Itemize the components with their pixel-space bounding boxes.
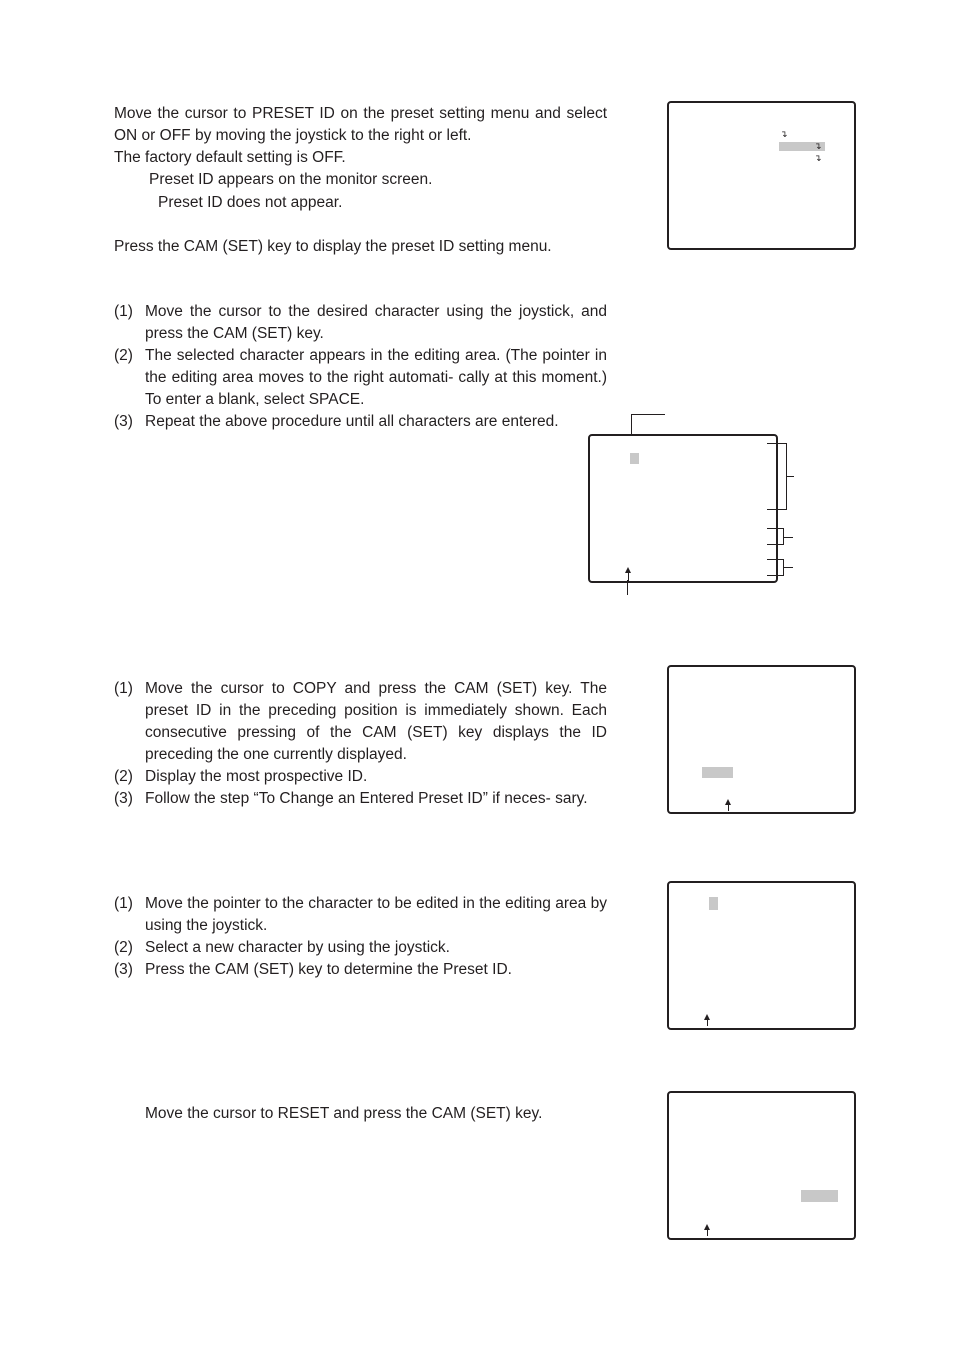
press-cam-set-instruction: Press the CAM (SET) key to display the preset ID setting menu. — [114, 238, 552, 255]
monitor-copy-menu — [667, 665, 856, 814]
step-number: (2) — [114, 347, 133, 364]
preset-id-off-description: Preset ID does not appear. — [158, 194, 343, 211]
step-text: Follow the step “To Change an Entered Preset ID” if neces- sary. — [145, 790, 588, 807]
bracket-reset-row — [767, 559, 783, 560]
bracket-tick — [783, 537, 793, 538]
enter-return-icon: ↴ — [814, 141, 822, 151]
step-number: (3) — [114, 790, 133, 807]
callout-line — [631, 414, 665, 415]
pointer-stem — [628, 572, 629, 582]
monitor-edit-menu — [667, 881, 856, 1030]
bracket-copy-row — [767, 544, 783, 545]
bracket-copy-row — [767, 528, 783, 529]
list-item — [114, 301, 607, 345]
list-item — [114, 678, 607, 766]
step-text: Move the cursor to COPY and press the CAM (SET) key. The preset ID in the preceding position is immediately shown. Each consecutive pressing of the CAM (SET) key displays the ID preceding the one currently displayed. — [145, 680, 607, 763]
step-text: The selected character appears in the editing area. (The pointer in the editing area moves to the right automati- cally at this moment.) To enter a blank, select SPACE. — [145, 347, 607, 408]
step-text: Repeat the above procedure until all characters are entered. — [145, 413, 559, 430]
bracket-character-area — [767, 443, 786, 444]
reset-instruction: Move the cursor to RESET and press the CAM (SET) key. — [145, 1105, 543, 1122]
preset-id-on-description: Preset ID appears on the monitor screen. — [149, 171, 433, 188]
monitor-reset-menu — [667, 1091, 856, 1240]
list-item — [114, 766, 607, 788]
step-number: (2) — [114, 939, 133, 956]
enter-return-icon: ↴ — [814, 153, 822, 163]
step-text: Press the CAM (SET) key to determine the Preset ID. — [145, 961, 512, 978]
list-item — [114, 788, 607, 810]
step-text: Select a new character by using the joystick. — [145, 939, 450, 956]
preset-id-intro: Move the cursor to PRESET ID on the preset setting menu and select ON or OFF by moving the joystick to the right or left. — [114, 105, 607, 144]
list-item — [114, 959, 607, 981]
step-number: (2) — [114, 768, 133, 785]
step-text: Move the pointer to the character to be edited in the editing area by using the joystick. — [145, 895, 607, 934]
list-item — [114, 411, 589, 433]
pointer-stem — [707, 1019, 708, 1026]
enter-preset-id-steps — [114, 301, 607, 433]
list-item — [114, 893, 607, 937]
list-item — [114, 937, 607, 959]
step-text: Move the cursor to the desired character using the joystick, and press the CAM (SET) key. — [145, 303, 607, 342]
enter-return-icon: ↴ — [780, 129, 788, 139]
step-number: (3) — [114, 413, 133, 430]
bracket-reset-row — [767, 575, 783, 576]
factory-default-note: The factory default setting is OFF. — [114, 149, 346, 166]
monitor-preset-setting-menu — [667, 101, 856, 250]
bracket-tick — [783, 567, 793, 568]
pointer-callout-line — [627, 580, 628, 595]
step-number: (1) — [114, 303, 133, 320]
edit-pointer-highlight — [709, 897, 718, 910]
step-number: (3) — [114, 961, 133, 978]
copy-preset-id-steps — [114, 678, 607, 810]
step-number: (1) — [114, 680, 133, 697]
step-number: (1) — [114, 895, 133, 912]
reset-cursor-highlight — [801, 1190, 838, 1202]
pointer-stem — [728, 804, 729, 811]
copy-cursor-highlight — [702, 767, 733, 778]
bracket-character-area — [767, 509, 786, 510]
list-item — [114, 345, 607, 411]
bracket-tick — [786, 476, 794, 477]
pointer-stem — [707, 1229, 708, 1236]
editing-area-pointer-highlight — [630, 453, 639, 464]
monitor-preset-id-setting-menu — [588, 434, 778, 583]
change-preset-id-steps — [114, 893, 607, 981]
step-text: Display the most prospective ID. — [145, 768, 368, 785]
